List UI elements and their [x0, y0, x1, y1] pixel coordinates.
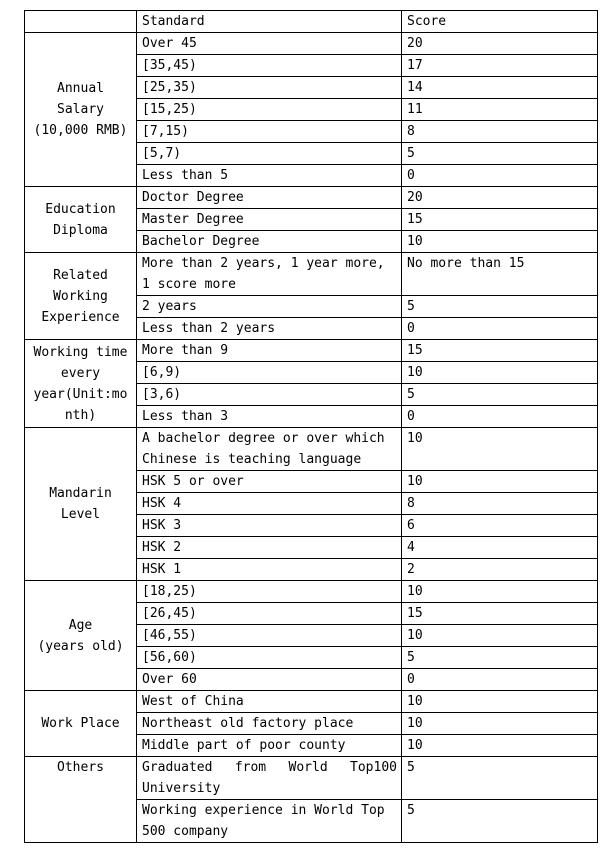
score-cell: 10	[402, 735, 598, 757]
table-row	[25, 33, 598, 55]
category-label-line: Annual	[57, 81, 104, 96]
standard-cell: Doctor Degree	[137, 187, 402, 209]
category-label-line: (years old)	[37, 638, 124, 654]
score-cell: 0	[402, 406, 598, 428]
score-cell: 5	[402, 800, 598, 843]
standard-cell: Less than 2 years	[137, 318, 402, 340]
category-cell	[25, 581, 137, 691]
standard-cell: [6,9)	[137, 362, 402, 384]
table-row	[25, 691, 598, 713]
table-row	[25, 757, 598, 800]
standard-cell: HSK 5 or over	[137, 471, 402, 493]
standard-cell: [7,15)	[137, 121, 402, 143]
category-cell	[25, 757, 137, 843]
score-cell: 10	[402, 362, 598, 384]
score-cell: 15	[402, 340, 598, 362]
category-label-line: nth)	[64, 407, 97, 423]
score-cell: 5	[402, 647, 598, 669]
table-row	[25, 428, 598, 471]
category-label-line: Mandarin	[49, 486, 112, 501]
standard-cell: [3,6)	[137, 384, 402, 406]
category-cell	[25, 253, 137, 340]
score-cell: 6	[402, 515, 598, 537]
score-cell: 17	[402, 55, 598, 77]
standard-cell: Over 45	[137, 33, 402, 55]
table-row	[25, 581, 598, 603]
category-cell	[25, 340, 137, 428]
standard-cell: HSK 4	[137, 493, 402, 515]
score-cell: 10	[402, 231, 598, 253]
standard-cell: Middle part of poor county	[137, 735, 402, 757]
scoring-table-body	[25, 11, 598, 843]
standard-cell: Less than 3	[137, 406, 402, 428]
scoring-table	[24, 10, 598, 843]
score-cell: 8	[402, 493, 598, 515]
score-cell: 10	[402, 625, 598, 647]
score-cell: 10	[402, 428, 598, 471]
category-label-line: Working time	[33, 344, 128, 360]
category-label-line: every	[60, 365, 101, 381]
category-label-line: Working	[53, 288, 108, 304]
category-label-line: year(Unit:mo	[33, 386, 128, 402]
standard-cell: [46,55)	[137, 625, 402, 647]
category-label-line: Related	[53, 267, 108, 283]
category-cell	[25, 33, 137, 187]
header-standard-cell: Standard	[137, 11, 402, 33]
score-cell: 10	[402, 713, 598, 735]
score-cell: No more than 15	[402, 253, 598, 296]
score-cell: 20	[402, 33, 598, 55]
score-cell: 0	[402, 669, 598, 691]
standard-cell: 2 years	[137, 296, 402, 318]
score-cell: 10	[402, 471, 598, 493]
standard-cell: West of China	[137, 691, 402, 713]
header-row	[25, 11, 598, 33]
category-label-line: Salary	[57, 102, 104, 117]
score-cell: 5	[402, 143, 598, 165]
category-cell	[25, 428, 137, 581]
standard-cell: HSK 1	[137, 559, 402, 581]
table-row	[25, 253, 598, 296]
score-cell: 10	[402, 581, 598, 603]
standard-cell: Master Degree	[137, 209, 402, 231]
score-cell: 11	[402, 99, 598, 121]
standard-cell: Less than 5	[137, 165, 402, 187]
category-label-line: Experience	[41, 309, 120, 325]
standard-cell: [25,35)	[137, 77, 402, 99]
score-cell: 8	[402, 121, 598, 143]
category-cell	[25, 691, 137, 757]
standard-cell: [15,25)	[137, 99, 402, 121]
header-score-cell: Score	[402, 11, 598, 33]
category-label-line: (10,000 RMB)	[33, 123, 128, 138]
standard-cell: A bachelor degree or over which Chinese is teaching language	[137, 428, 402, 471]
score-cell: 14	[402, 77, 598, 99]
standard-cell: [56,60)	[137, 647, 402, 669]
category-label-line: Level	[60, 507, 101, 522]
table-row	[25, 340, 598, 362]
standard-cell: More than 9	[137, 340, 402, 362]
standard-cell: [5,7)	[137, 143, 402, 165]
standard-cell: HSK 3	[137, 515, 402, 537]
score-cell: 2	[402, 559, 598, 581]
standard-cell: HSK 2	[137, 537, 402, 559]
standard-cell: Over 60	[137, 669, 402, 691]
category-label-line: Work Place	[41, 716, 120, 731]
standard-cell: More than 2 years, 1 year more, 1 score more	[137, 253, 402, 296]
category-cell	[25, 187, 137, 253]
category-label-line: Age	[68, 617, 93, 633]
standard-cell: Graduated from World Top100 University	[137, 757, 402, 800]
score-cell: 5	[402, 296, 598, 318]
score-cell: 15	[402, 603, 598, 625]
standard-cell: Bachelor Degree	[137, 231, 402, 253]
score-cell: 0	[402, 318, 598, 340]
standard-cell: Working experience in World Top 500 company	[137, 800, 402, 843]
score-cell: 10	[402, 691, 598, 713]
standard-cell: [18,25)	[137, 581, 402, 603]
standard-cell: [35,45)	[137, 55, 402, 77]
score-cell: 5	[402, 384, 598, 406]
score-cell: 5	[402, 757, 598, 800]
category-label-line: Education	[45, 201, 116, 217]
header-category-cell	[25, 11, 137, 33]
category-label-line: Others	[57, 760, 104, 775]
category-label-line: Diploma	[53, 222, 108, 238]
score-cell: 4	[402, 537, 598, 559]
table-row	[25, 187, 598, 209]
score-cell: 20	[402, 187, 598, 209]
score-cell: 15	[402, 209, 598, 231]
standard-cell: [26,45)	[137, 603, 402, 625]
score-cell: 0	[402, 165, 598, 187]
standard-cell: Northeast old factory place	[137, 713, 402, 735]
